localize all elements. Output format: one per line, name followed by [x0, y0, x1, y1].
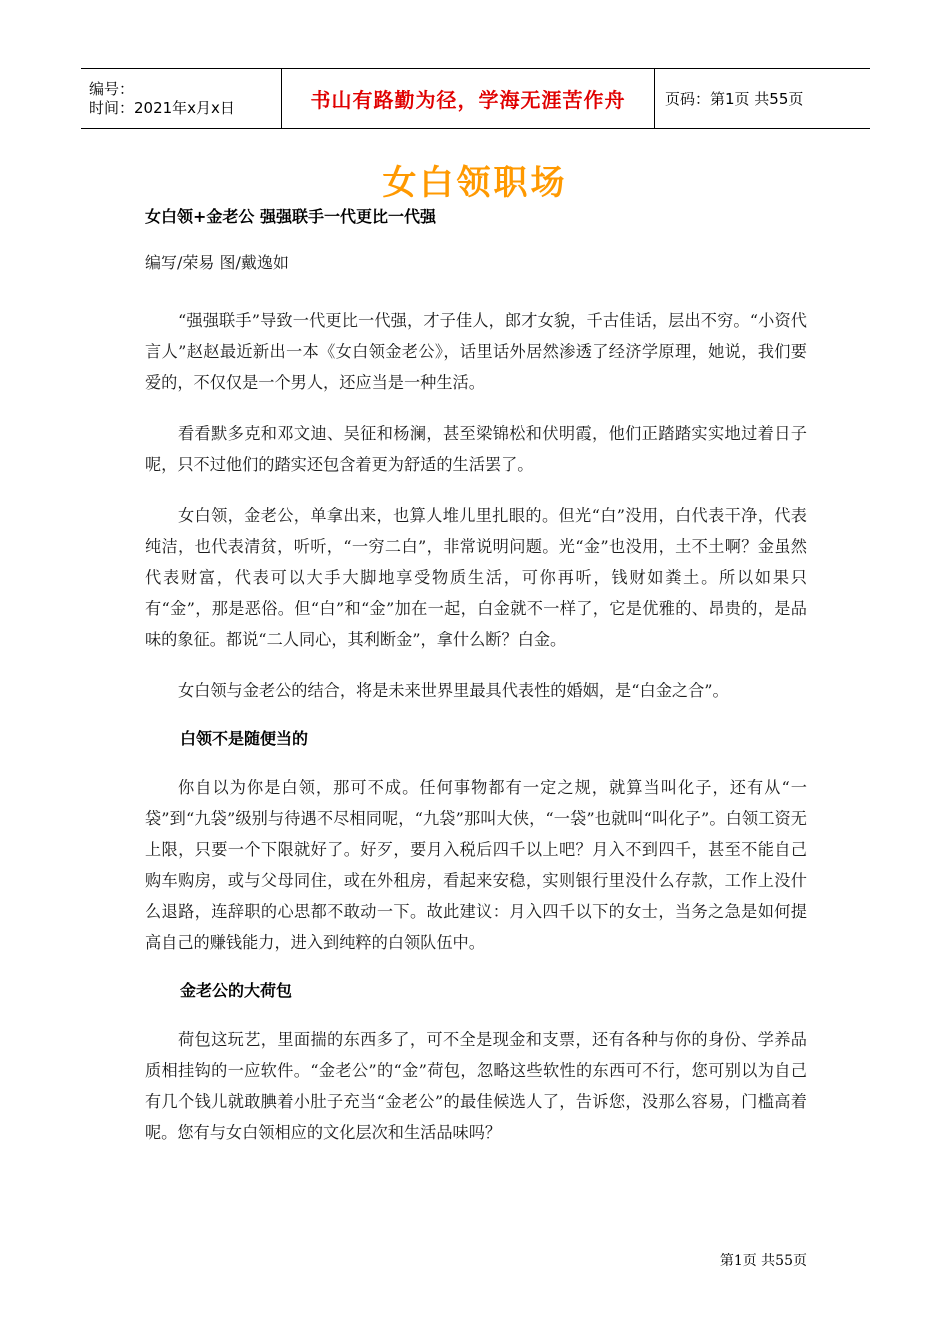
- header-page-code: [655, 69, 870, 128]
- paragraph: 女白领，金老公，单拿出来，也算人堆儿里扎眼的。但光“白”没用，白代表干净，代表纯洁，也代表清贫，听听，“一穷二白”，非常说明问题。光“金”也没用，土不土啊？金虽然代表财富，代表可以大手大脚地享受物质生活，可你再听，钱财如粪土。所以如果只有“金”，那是恶俗。但“白”和“金”加在一起，白金就不一样了，它是优雅的、昂贵的，是品味的象征。都说“二人同心，其利断金”，拿什么断？白金。: [145, 506, 807, 649]
- number-label: 编号：: [89, 79, 135, 98]
- section-heading: 金老公的大荷包: [180, 981, 293, 1000]
- paragraph: 你自以为你是白领，那可不成。任何事物都有一定之规，就算当叫化子，还有从“一袋”到“九袋”级别与待遇不尽相同呢，“九袋”那叫大侠，“一袋”也就叫“叫化子”。白领工资无上限，只要一个下限就好了。好歹，要月入税后四千以上吧？月入不到四千，甚至不能自己购车购房，或与父母同住，或在外租房，看起来安稳，实则银行里没什么存款，工作上没什么退路，连辞职的心思都不敢动一下。故此建议：月入四千以下的女士，当务之急是如何提高自己的赚钱能力，进入到纯粹的白领队伍中。: [145, 778, 807, 952]
- section-heading: 白领不是随便当的: [180, 729, 309, 748]
- paragraph: 荷包这玩艺，里面揣的东西多了，可不全是现金和支票，还有各种与你的身份、学养品质相挂钩的一应软件。“金老公”的“金”荷包，忽略这些软性的东西可不行，您可别以为自己有几个钱儿就敢腆着小肚子充当“金老公”的最佳候选人了，告诉您，没那么容易，门槛高着呢。您有与女白领相应的文化层次和生活品味吗？: [145, 1030, 807, 1142]
- document-body: [145, 204, 807, 1148]
- page-code-text: 页码：第1页 共55页: [665, 90, 804, 108]
- header-meta: [81, 69, 282, 128]
- article-subtitle: 女白领+金老公 强强联手一代更比一代强: [145, 207, 436, 226]
- header-motto: [282, 69, 655, 128]
- paragraph: 看看默多克和邓文迪、吴征和杨澜，甚至梁锦松和伏明霞，他们正踏踏实实地过着日子呢，只不过他们的踏实还包含着更为舒适的生活罢了。: [145, 424, 807, 474]
- paragraph: 女白领与金老公的结合，将是未来世界里最具代表性的婚姻，是“白金之合”。: [178, 681, 729, 700]
- paragraph: “强强联手”导致一代更比一代强，才子佳人，郎才女貌，千古佳话，层出不穷。“小资代言人”赵赵最近新出一本《女白领金老公》，话里话外居然渗透了经济学原理，她说，我们要爱的，不仅仅是一个男人，还应当是一种生活。: [145, 311, 807, 392]
- page-footer: 第1页 共55页: [719, 1253, 807, 1269]
- time-label: 时间：2021年x月x日: [89, 98, 235, 117]
- document-title: 女白领职场: [382, 163, 568, 203]
- page-header: [81, 68, 870, 129]
- motto-text: 书山有路勤为径，学海无涯苦作舟: [310, 88, 626, 112]
- article-byline: 编写/荣易 图/戴逸如: [145, 253, 289, 272]
